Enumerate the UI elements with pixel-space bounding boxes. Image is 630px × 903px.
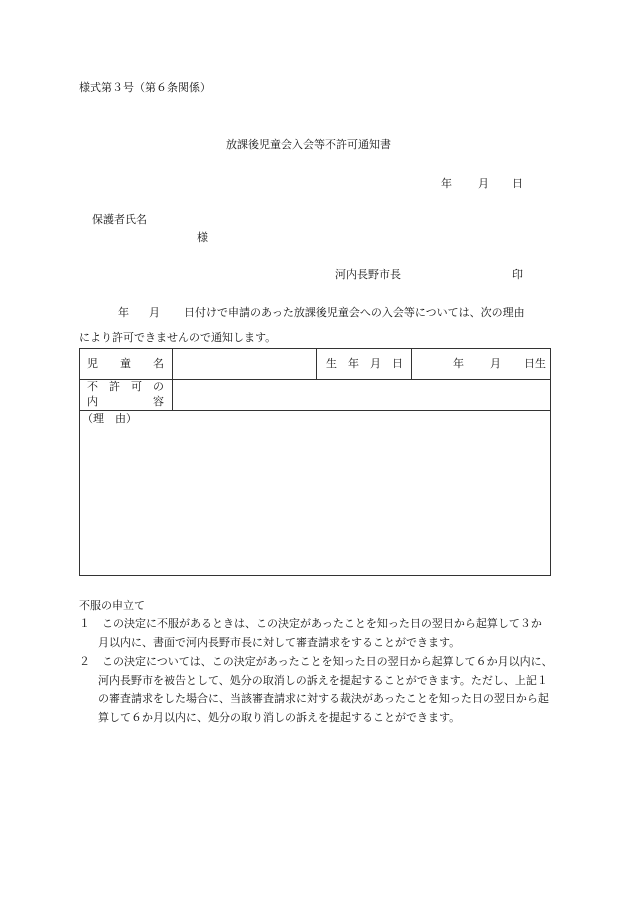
- child-name-label: 児 童 名: [87, 357, 164, 370]
- seal-mark: 印: [512, 268, 523, 281]
- objection-item: [79, 615, 554, 655]
- objection-item: [79, 653, 554, 729]
- date-year-label: 年: [441, 177, 452, 190]
- notice-line-1-text: 日付けで申請のあった放課後児童会への入会等については、次の理由: [184, 306, 525, 319]
- denial-content-label-line2: 内 容: [87, 395, 164, 408]
- table-col-divider: [172, 349, 173, 410]
- objection-item-line: 算して６か月以内に、処分の取り消しの訴えを提起することができます。: [98, 710, 461, 724]
- form-id: 様式第３号（第６条関係）: [79, 81, 211, 94]
- issuer-mayor: 河内長野市長: [335, 268, 401, 281]
- table-row-divider: [80, 410, 550, 411]
- birth-date-label: 生 年 月 日: [326, 357, 403, 370]
- objection-item-line: の審査請求をした場合に、当該審査請求に対する裁決があったことを知った日の翌日から起: [98, 692, 549, 705]
- document-title: 放課後児童会入会等不許可通知書: [226, 138, 391, 151]
- reason-label: （理 由）: [82, 412, 137, 425]
- honorific-sama: 様: [197, 231, 208, 244]
- objection-item-line: 月以内に、書面で河内長野市長に対して審査請求をすることができます。: [98, 635, 461, 649]
- objection-item-line: この決定に不服があるときは、この決定があったことを知った日の翌日から起算して３か: [102, 617, 542, 630]
- birth-day-label: 日生: [524, 357, 546, 370]
- date-month-label: 月: [478, 177, 489, 190]
- birth-month-label: 月: [490, 357, 501, 370]
- objection-item-body: [98, 653, 556, 727]
- denial-content-label-line1: 不 許 可 の: [87, 380, 164, 393]
- notice-year: 年: [118, 306, 129, 319]
- table-col-divider: [411, 349, 412, 379]
- birth-year-label: 年: [453, 357, 464, 370]
- objection-title: 不服の申立て: [79, 599, 145, 612]
- application-table: [79, 348, 551, 576]
- notice-month: 月: [149, 306, 160, 319]
- notice-line-2: により許可できませんので通知します。: [79, 331, 277, 344]
- objection-item-number: １: [79, 617, 90, 630]
- guardian-name-label: 保護者氏名: [92, 213, 147, 226]
- table-col-divider: [316, 349, 317, 379]
- objection-item-line: 河内長野市を被告として、処分の取消しの訴えを提起することができます。ただし、上記１: [98, 673, 548, 687]
- objection-item-line: この決定については、この決定があったことを知った日の翌日から起算して６か月以内に、: [102, 655, 553, 668]
- objection-item-number: ２: [79, 655, 90, 668]
- objection-item-body: [98, 615, 556, 652]
- date-day-label: 日: [512, 177, 523, 190]
